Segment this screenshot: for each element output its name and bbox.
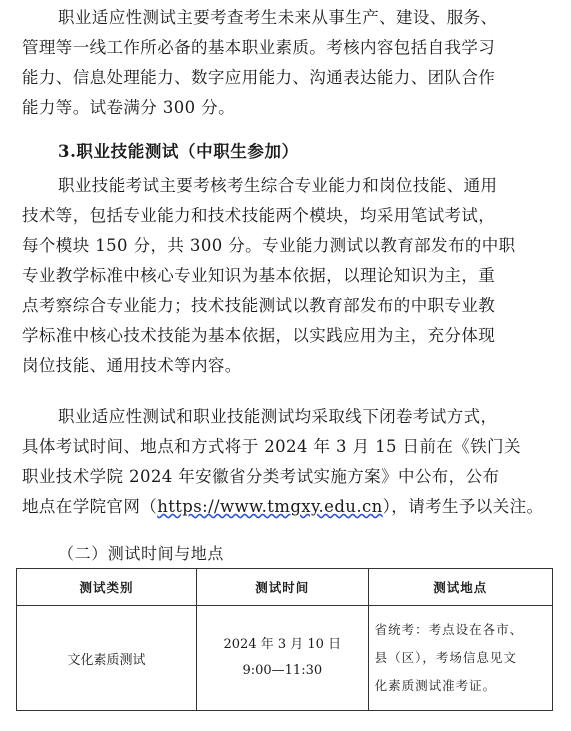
text-line: 专业教学标准中核心专业知识为基本依据，以理论知识为主，重 (22, 266, 496, 285)
url-suffix: ），请考生予以关注。 (382, 497, 544, 516)
text-line: 学标准中核心技术技能为基本依据，以实践应用为主，充分体现 (22, 326, 496, 345)
text-line: 每个模块 150 分，共 300 分。专业能力测试以教育部发布的中职 (22, 236, 516, 255)
website-link[interactable]: https://www.tmgxy.edu.cn (157, 497, 383, 516)
text-line: 点考察综合专业能力；技术技能测试以教育部发布的中职专业教 (22, 296, 496, 315)
cell-location (368, 606, 552, 711)
section-heading: 3.职业技能测试（中职生参加） (58, 142, 299, 161)
text-line-with-url (22, 492, 554, 522)
text-line: 职业适应性测试主要考查考生未来从事生产、建设、服务、 (58, 8, 498, 27)
text-line: 技术等，包括专业能力和技术技能两个模块，均采用笔试考试， (22, 206, 496, 225)
text-line: 管理等一线工作所必备的基本职业素质。考核内容包括自我学习 (22, 38, 496, 57)
text-line: 职业适应性测试和职业技能测试均采取线下闭卷考试方式， (58, 407, 498, 426)
url-prefix: 地点在学院官网（ (22, 497, 158, 516)
cell-category: 文化素质测试 (17, 606, 197, 711)
text-line: 能力等。试卷满分 300 分。 (22, 98, 235, 117)
location-line: 化素质测试准考证。 (374, 678, 497, 693)
subsection-heading: （二）测试时间与地点 (58, 544, 225, 563)
location-line: 省统考：考点设在各市、 (374, 622, 524, 637)
paragraph-skills-test (22, 171, 554, 381)
exam-date: 2024 年 3 月 10 日 (223, 637, 342, 652)
text-line: 职业技术学院 2024 年安徽省分类考试实施方案》中公布，公布 (22, 467, 500, 486)
text-line: 职业技能考试主要考核考生综合专业能力和岗位技能、通用 (58, 176, 498, 195)
cell-time (197, 606, 369, 711)
header-test-time: 测试时间 (197, 569, 369, 606)
table-row (17, 606, 553, 711)
paragraph-exam-method (22, 402, 554, 522)
paragraph-vocational-aptitude (22, 3, 554, 123)
location-line: 县（区），考场信息见文 (374, 650, 517, 665)
table-header-row (17, 569, 553, 606)
header-test-category: 测试类别 (17, 569, 197, 606)
text-line: 岗位技能、通用技术等内容。 (22, 356, 242, 375)
exam-hours: 9:00—11:30 (242, 663, 323, 678)
test-schedule-table (16, 568, 553, 711)
text-line: 具体考试时间、地点和方式将于 2024 年 3 月 15 日前在《铁门关 (22, 437, 521, 456)
header-test-location: 测试地点 (368, 569, 552, 606)
text-line: 能力、信息处理能力、数字应用能力、沟通表达能力、团队合作 (22, 68, 496, 87)
